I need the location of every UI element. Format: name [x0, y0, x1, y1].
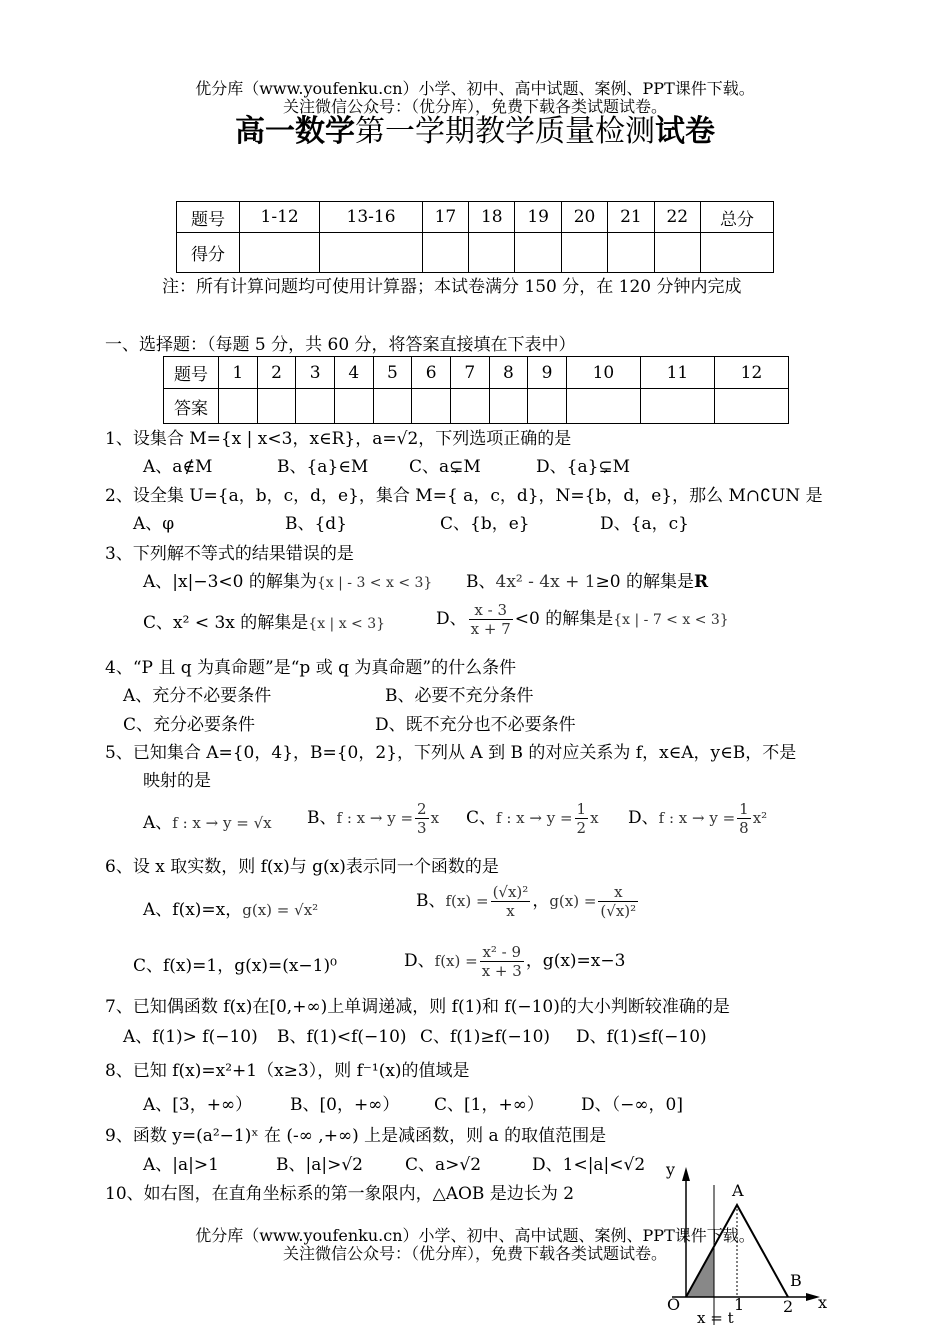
- y-label: y: [666, 1160, 676, 1179]
- q6-b-f-den: x: [506, 902, 515, 920]
- q5-option-a: [143, 812, 272, 834]
- q8-option-d: D、（−∞，0]: [581, 1095, 683, 1115]
- q6-b-f-num: (√x)²: [492, 883, 529, 901]
- score-header: 21: [608, 202, 654, 233]
- score-header: 总分: [701, 202, 774, 233]
- score-cell[interactable]: [240, 233, 320, 273]
- score-header: 17: [422, 202, 468, 233]
- answer-header: 1: [219, 357, 258, 389]
- q3-d-label: D、: [436, 609, 467, 629]
- q5-b-fraction: [415, 800, 429, 837]
- q5-option-c: [466, 800, 599, 837]
- footer-line-2: 关注微信公众号：（优分库），免费下载各类试题试卷。: [282, 1244, 667, 1263]
- q5-b-pre: f : x → y =: [336, 809, 414, 827]
- q9-stem: 9、函数 y=(a²−1)ˣ 在 (-∞ ,+∞) 上是减函数，则 a 的取值范围是: [105, 1126, 607, 1146]
- q5-stem-line2: 映射的是: [143, 771, 211, 791]
- q4-option-c: C、充分必要条件: [123, 715, 256, 735]
- q3-b-text: ≥0 的解集是: [595, 572, 695, 592]
- point-b-label: B: [790, 1271, 802, 1290]
- q5-d-fraction: [737, 800, 751, 837]
- q5-c-num: 1: [576, 800, 587, 818]
- q6-b-f-fraction: [491, 883, 531, 920]
- answer-header: 8: [489, 357, 528, 389]
- q5-a-expr: f : x → y = √x: [172, 814, 272, 832]
- q9-option-a: A、|a|>1: [143, 1155, 219, 1175]
- answer-cell[interactable]: [373, 389, 412, 424]
- q5-b-den: 3: [417, 819, 427, 837]
- answer-cell[interactable]: [219, 389, 258, 424]
- score-header: 题号: [177, 202, 240, 233]
- answer-header: 题号: [164, 357, 219, 389]
- q2-option-b: B、{d}: [285, 514, 348, 534]
- q7-option-b: B、f(1)<f(−10): [277, 1027, 407, 1047]
- q5-b-post: x: [430, 809, 440, 827]
- q5-c-pre: f : x → y =: [496, 809, 573, 827]
- q3-b-label: B、: [466, 572, 496, 592]
- q5-d-num: 1: [739, 800, 749, 818]
- q7-option-c: C、f(1)≥f(−10): [420, 1027, 551, 1047]
- q6-d-text: ，g(x)=x−3: [525, 951, 626, 971]
- exam-note: 注：所有计算问题均可使用计算器；本试卷满分 150 分，在 120 分钟内完成: [162, 277, 742, 297]
- score-header: 13-16: [320, 202, 422, 233]
- answer-header: 2: [257, 357, 296, 389]
- q4-option-b: B、必要不充分条件: [385, 686, 534, 706]
- q8-stem: 8、已知 f(x)=x²+1（x≥3），则 f⁻¹(x)的值域是: [105, 1061, 470, 1081]
- q4-option-d: D、既不充分也不必要条件: [375, 715, 576, 735]
- q5-b-label: B、: [307, 808, 337, 828]
- q6-b-g-fraction: [598, 883, 638, 920]
- q2-option-a: A、φ: [133, 514, 175, 534]
- answer-cell[interactable]: [640, 389, 714, 424]
- x-label: x: [818, 1293, 828, 1312]
- q3-stem: 3、下列解不等式的结果错误的是: [105, 544, 354, 564]
- q6-option-b: [416, 883, 640, 920]
- q6-d-den: x + 3: [481, 962, 522, 980]
- q6-b-g-pre: g(x) =: [549, 892, 597, 910]
- score-table: [176, 201, 774, 273]
- q3-d-fraction: [469, 601, 513, 638]
- answer-header: 11: [640, 357, 714, 389]
- score-cell[interactable]: [320, 233, 422, 273]
- origin-label: O: [667, 1295, 681, 1314]
- answer-header: 5: [373, 357, 412, 389]
- q6-d-pre: f(x) =: [434, 952, 478, 970]
- q3-d-den: x + 7: [470, 620, 511, 638]
- score-cell[interactable]: [422, 233, 468, 273]
- triangle-figure: [650, 1155, 840, 1342]
- q2-option-d: D、{a，c}: [600, 514, 689, 534]
- q6-a-expr: g(x) = √x²: [242, 901, 319, 919]
- header-line-1: 优分库（www.youfenku.cn）小学、初中、高中试题、案例、PPT课件下载。: [195, 79, 755, 98]
- answer-header: 10: [566, 357, 640, 389]
- q6-d-fraction: [480, 943, 524, 980]
- answer-cell[interactable]: [296, 389, 335, 424]
- answer-cell[interactable]: [257, 389, 296, 424]
- answer-header: 12: [714, 357, 788, 389]
- q2-option-c: C、{b，e}: [440, 514, 530, 534]
- title-part-2: 第一学期教学质量检测: [355, 114, 655, 149]
- q5-d-den: 8: [739, 819, 749, 837]
- q1-option-d: D、{a}⊊M: [536, 457, 631, 477]
- answer-cell[interactable]: [566, 389, 640, 424]
- q6-d-num: x² - 9: [480, 943, 524, 962]
- q2-stem: 2、设全集 U={a，b，c，d，e}，集合 M={ a，c，d}，N={b，d，e}，那么 M∩∁UN 是: [105, 486, 823, 506]
- q4-stem: 4、“P 且 q 为真命题”是“p 或 q 为真命题”的什么条件: [105, 658, 517, 678]
- q5-c-fraction: [575, 800, 589, 837]
- q6-d-label: D、: [404, 951, 435, 971]
- answer-table: [163, 356, 789, 424]
- score-row-label: 得分: [177, 233, 240, 273]
- q5-c-label: C、: [466, 808, 497, 828]
- q3-option-c: [143, 612, 385, 635]
- score-header: 1-12: [240, 202, 320, 233]
- q3-c-text: C、x² < 3x 的解集是: [143, 613, 309, 633]
- q6-b-g-num: x: [598, 883, 638, 902]
- q3-d-text: <0 的解集是: [514, 609, 614, 629]
- q3-option-a: [143, 571, 432, 594]
- answer-cell[interactable]: [450, 389, 489, 424]
- q3-option-b: [466, 571, 708, 593]
- q3-option-d: [436, 601, 729, 638]
- x-equals-t-label: x = t: [697, 1309, 734, 1327]
- q9-option-b: B、|a|>√2: [276, 1155, 363, 1175]
- q5-b-num: 2: [417, 800, 427, 818]
- answer-header: 7: [450, 357, 489, 389]
- q4-option-a: A、充分不必要条件: [123, 686, 272, 706]
- q5-c-post: x: [590, 809, 599, 827]
- answer-cell[interactable]: [334, 389, 373, 424]
- header-line-2: 关注微信公众号：（优分库），免费下载各类试题试卷。: [282, 97, 667, 116]
- answer-header: 3: [296, 357, 335, 389]
- q7-stem: 7、已知偶函数 f(x)在[0,+∞)上单调递减，则 f(1)和 f(−10)的大小判断较准确的是: [105, 997, 730, 1017]
- q6-option-d: [404, 943, 625, 980]
- score-cell[interactable]: [608, 233, 654, 273]
- score-header: 20: [561, 202, 607, 233]
- q3-d-num: x - 3: [469, 601, 513, 620]
- answer-header: 6: [412, 357, 451, 389]
- answer-cell[interactable]: [412, 389, 451, 424]
- q5-a-label: A、: [143, 813, 173, 833]
- q3-a-set: {x | - 3 < x < 3}: [316, 575, 433, 591]
- q8-option-a: A、[3，+∞）: [143, 1095, 253, 1115]
- answer-row-label: 答案: [164, 389, 219, 424]
- point-a-label: A: [732, 1181, 744, 1200]
- q9-option-c: C、a>√2: [405, 1155, 482, 1175]
- section-1-title: 一、选择题：（每题 5 分，共 60 分，将答案直接填在下表中）: [105, 335, 576, 355]
- q7-option-a: A、f(1)> f(−10): [123, 1027, 258, 1047]
- answer-cell[interactable]: [528, 389, 567, 424]
- score-cell[interactable]: [469, 233, 515, 273]
- title-part-1: 高一数学: [235, 114, 355, 149]
- q5-stem-line1: 5、已知集合 A={0，4}，B={0，2}，下列从 A 到 B 的对应关系为 f，x∈A，y∈B，不是: [105, 743, 797, 763]
- q1-option-c: C、a⊊M: [409, 457, 481, 477]
- q6-b-g-den: (√x)²: [600, 902, 637, 920]
- q1-stem: 1、设集合 M={x | x<3，x∈R}，a=√2，下列选项正确的是: [105, 429, 572, 449]
- q6-stem: 6、设 x 取实数，则 f(x)与 g(x)表示同一个函数的是: [105, 857, 499, 877]
- q3-d-set: {x | - 7 < x < 3}: [613, 612, 729, 628]
- q5-option-d: [628, 800, 767, 837]
- q3-b-r: R: [694, 572, 709, 592]
- score-cell[interactable]: [515, 233, 561, 273]
- q3-b-expr: 4x² - 4x + 1: [495, 572, 596, 592]
- page-title: [0, 112, 950, 152]
- q3-a-text: A、|x|−3<0 的解集为: [143, 572, 317, 592]
- score-header: 22: [654, 202, 700, 233]
- score-header: 19: [515, 202, 561, 233]
- q1-option-b: B、{a}∈M: [277, 457, 369, 477]
- q6-b-comma: ，: [532, 891, 550, 911]
- q5-d-post: x²: [752, 809, 768, 827]
- score-cell[interactable]: [654, 233, 700, 273]
- footer-line-1: 优分库（www.youfenku.cn）小学、初中、高中试题、案例、PPT课件下载。: [195, 1226, 755, 1245]
- q6-b-f-pre: f(x) =: [445, 892, 489, 910]
- answer-cell[interactable]: [714, 389, 788, 424]
- answer-header: 4: [334, 357, 373, 389]
- answer-header: 9: [528, 357, 567, 389]
- q1-option-a: A、a∉M: [143, 457, 213, 477]
- tick-2-label: 2: [783, 1297, 794, 1316]
- q6-a-text: A、f(x)=x，: [143, 900, 243, 920]
- tick-1-label: 1: [734, 1295, 745, 1314]
- score-cell[interactable]: [701, 233, 774, 273]
- score-cell[interactable]: [561, 233, 607, 273]
- q3-c-set: {x | x < 3}: [308, 616, 386, 632]
- q6-b-label: B、: [416, 891, 446, 911]
- q6-option-a: [143, 899, 318, 921]
- q8-option-c: C、[1，+∞）: [434, 1095, 544, 1115]
- q8-option-b: B、[0，+∞）: [290, 1095, 400, 1115]
- answer-cell[interactable]: [489, 389, 528, 424]
- q7-option-d: D、f(1)≤f(−10): [576, 1027, 707, 1047]
- q10-stem: 10、如右图，在直角坐标系的第一象限内，△AOB 是边长为 2: [105, 1184, 575, 1204]
- y-axis-arrow: [682, 1167, 690, 1181]
- q5-c-den: 2: [576, 819, 587, 837]
- score-header: 18: [469, 202, 515, 233]
- q5-d-label: D、: [628, 808, 659, 828]
- q5-d-pre: f : x → y =: [658, 809, 736, 827]
- q6-option-c: C、f(x)=1，g(x)=(x−1)⁰: [133, 956, 337, 976]
- q9-option-d: D、1<|a|<√2: [532, 1155, 646, 1175]
- title-part-3: 试卷: [655, 114, 715, 149]
- q5-option-b: [307, 800, 439, 837]
